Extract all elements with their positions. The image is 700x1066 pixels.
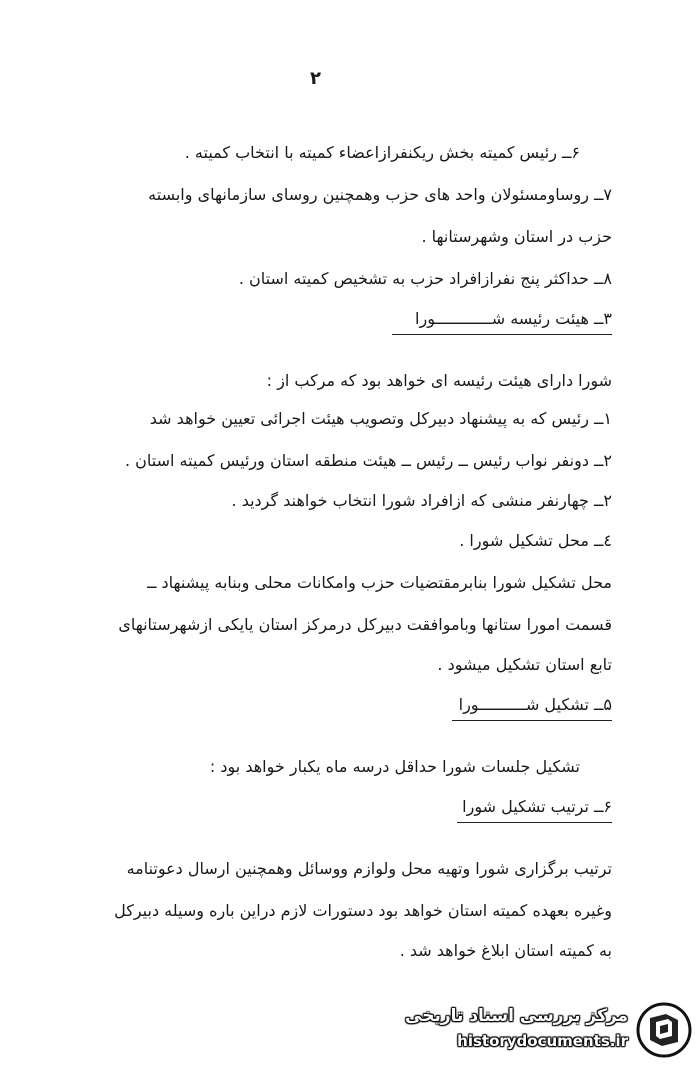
document-line: ۱ــ رئیس که به پیشنهاد دبیرکل وتصویب هیئت اجرائی تعیین خواهد شد <box>149 409 612 428</box>
document-logo-icon <box>636 1002 692 1058</box>
document-line: محل تشکیل شورا بنابرمقتضیات حزب وامکانات محلی وبنابه پیشنهاد ــ <box>147 573 612 592</box>
section-heading: ۶ــ ترتیب تشکیل شورا <box>457 796 612 823</box>
watermark-url: historydocuments.ir <box>457 1032 628 1050</box>
section-heading: ۵ــ تشکیل شــــــــــورا <box>452 694 612 721</box>
document-line: به کمیته استان ابلاغ خواهد شد . <box>399 941 612 960</box>
document-line: وغیره بعهده کمیته استان خواهد بود دستورات لازم دراین باره وسیله دبیرکل <box>114 901 612 920</box>
page-number: ۲ <box>310 68 321 89</box>
document-line: تابع استان تشکیل میشود . <box>437 655 612 674</box>
section-heading: ۳ــ هیئت رئیسه شــــــــــــورا <box>392 308 612 335</box>
document-line: حزب در استان وشهرستانها . <box>421 227 612 246</box>
document-line: ٤ــ محل تشکیل شورا . <box>459 531 612 550</box>
document-line: ۲ــ چهارنفر منشی که ازافراد شورا انتخاب خواهند گردید . <box>231 491 612 510</box>
document-line: ۷ــ روساومسئولان واحد های حزب وهمچنین روسای سازمانهای وابسته <box>148 185 612 204</box>
document-line: تشکیل جلسات شورا حداقل درسه ماه یکبار خواهد بود : <box>209 757 580 776</box>
document-line: ترتیب برگزاری شورا وتهیه محل ولوازم ووسائل وهمچنین ارسال دعوتنامه <box>126 859 612 878</box>
watermark <box>392 1000 692 1060</box>
document-line: ۸ــ حداکثر پنج نفرازافراد حزب به تشخیص کمیته استان . <box>238 269 612 288</box>
watermark-title: مرکز بررسی اسناد تاریخی <box>405 1006 628 1026</box>
document-line: ۲ــ دونفر نواب رئیس ــ رئیس ــ هیئت منطقه استان ورئیس کمیته استان . <box>124 451 612 470</box>
document-line: ۶ــ رئیس کمیته بخش ریکنفرازاعضاء کمیته با انتخاب کمیته . <box>184 143 580 162</box>
document-line: شورا دارای هیئت رئیسه ای خواهد بود که مرکب از : <box>266 371 612 390</box>
document-line: قسمت امورا ستانها وباموافقت دبیرکل درمرکز استان یایکی ازشهرستانهای <box>118 615 612 634</box>
